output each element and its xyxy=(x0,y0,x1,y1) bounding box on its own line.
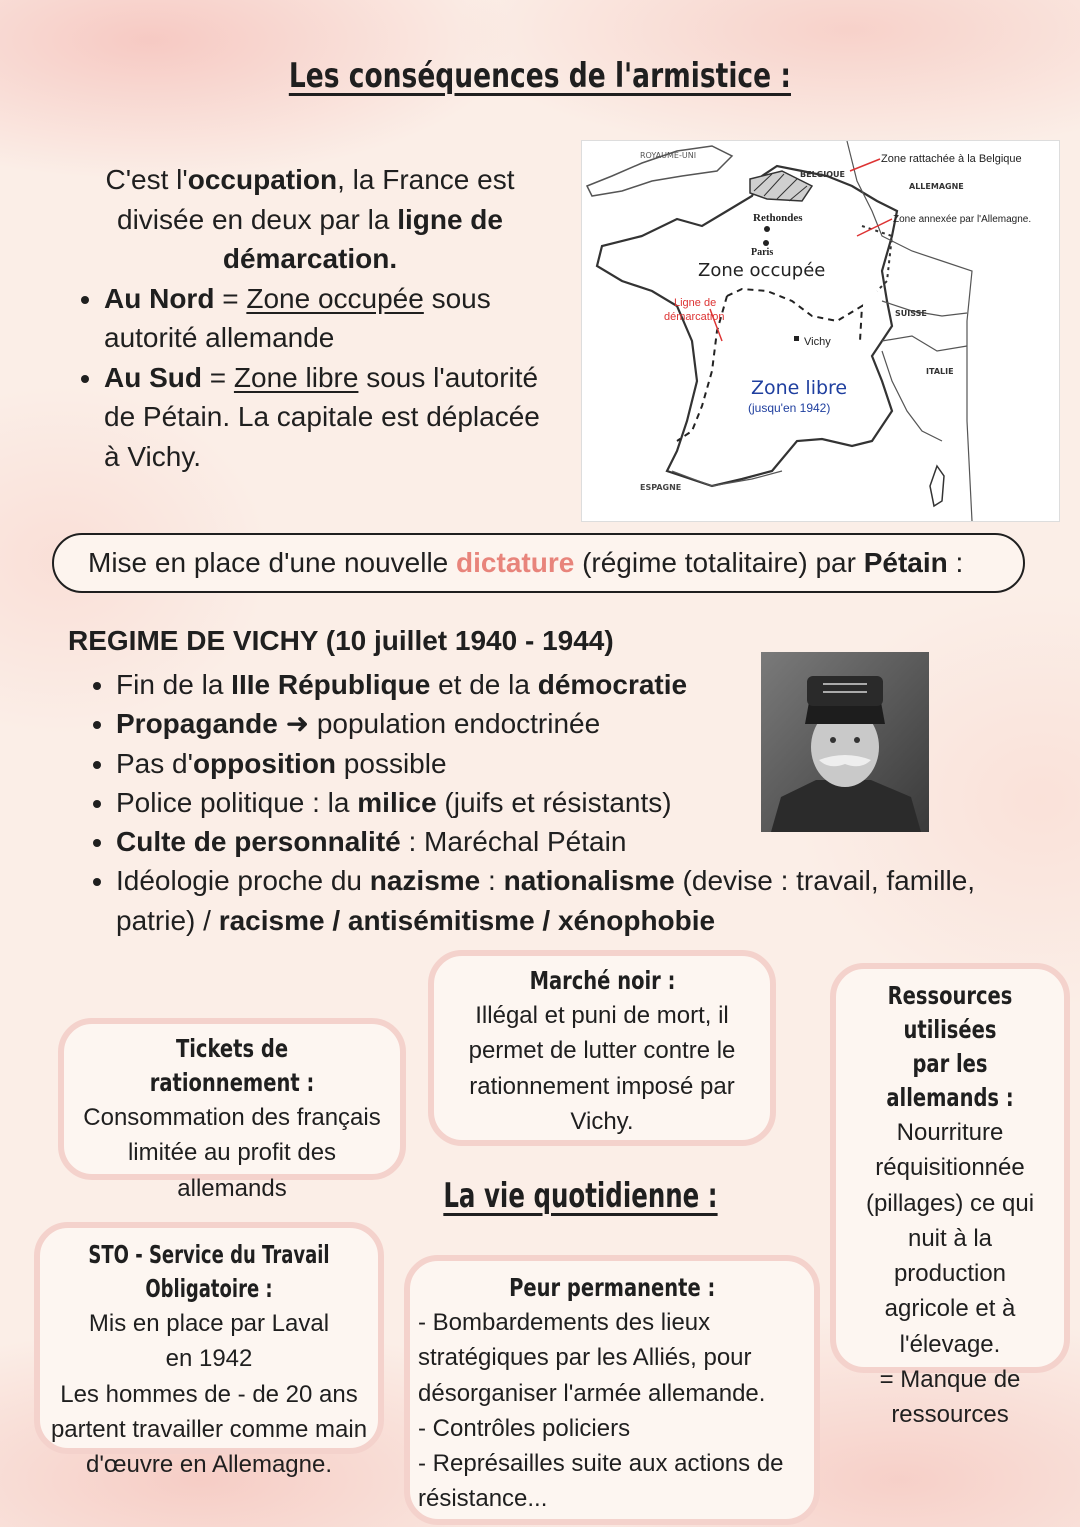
peur-heading: Peur permanente : xyxy=(508,1273,716,1302)
map-label-zone-occupee: Zone occupée xyxy=(698,260,826,281)
list-item-south: • Au Sud = Zone libre sous l'autorité de Pétain. La capitale est déplacée à Vichy. xyxy=(104,358,560,477)
sto-body-2: Les hommes de - de 20 ans partent travailler comme main d'œuvre en Allemagne. xyxy=(50,1380,368,1479)
map-label-vichy: Vichy xyxy=(804,336,831,348)
map-label-ligne: Ligne de xyxy=(674,297,717,309)
list-item: • Culte de personnalité : Maréchal Pétain xyxy=(116,822,1040,861)
peur-line-2: - Contrôles policiers xyxy=(418,1414,631,1442)
map-label-jusquen: (jusqu'en 1942) xyxy=(748,401,831,415)
peur-line-1: - Bombardements des lieux stratégiques par les Alliés, pour désorganiser l'armée allemande. xyxy=(418,1309,766,1407)
map-label-zone-rattachee: Zone rattachée à la Belgique xyxy=(881,153,1022,165)
map-label-suisse: SUISSE xyxy=(895,309,927,318)
tickets-heading: Tickets de rationnement : xyxy=(149,1034,315,1097)
list-item: • Fin de la IIIe République et de la démocratie xyxy=(116,665,1040,704)
vie-quotidienne-title: La vie quotidienne : xyxy=(442,1176,718,1216)
list-item: • Propagande ➜ population endoctrinée xyxy=(116,704,1040,743)
map-label-rethondes: Rethondes xyxy=(753,212,803,224)
france-map xyxy=(581,140,1060,522)
ressources-body: Nourriture réquisitionnée (pillages) ce qui nuit à la production agricole et à l'élevage. xyxy=(865,1119,1035,1358)
map-label-italie: ITALIE xyxy=(926,367,954,376)
list-item: • Police politique : la milice (juifs et résistants) xyxy=(116,783,1040,822)
tickets-card xyxy=(58,1018,406,1202)
map-label-espagne: ESPAGNE xyxy=(640,483,682,492)
map-label-paris: Paris xyxy=(751,247,774,258)
petain-portrait xyxy=(761,652,929,832)
map-label-allemagne: ALLEMAGNE xyxy=(909,182,964,191)
sto-body-1: Mis en place par Laval en 1942 xyxy=(88,1310,330,1373)
ressources-heading-1: Ressources utilisées xyxy=(887,981,1013,1044)
map-label-belgique: BELGIQUE xyxy=(800,170,845,179)
ressources-result: = Manque de ressources xyxy=(879,1366,1021,1429)
ressources-card xyxy=(830,963,1070,1429)
sto-heading: STO - Service du Travail Obligatoire : xyxy=(88,1240,330,1303)
map-graphic xyxy=(582,141,1059,521)
peur-permanente-card xyxy=(404,1255,820,1525)
map-label-royaume-uni: ROYAUME-UNI xyxy=(640,151,697,160)
marche-noir-body: Illégal et puni de mort, il permet de lutter contre le rationnement imposé par Vichy. xyxy=(468,1002,736,1135)
list-item: • Idéologie proche du nazisme : nationalisme (devise : travail, famille, patrie) / racisme / antisémitisme / xénophobie xyxy=(116,861,1040,940)
tickets-body: Consommation des français limitée au profit des allemands xyxy=(83,1104,381,1202)
peur-line-3: - Représailles suite aux actions de résistance... xyxy=(418,1450,784,1513)
map-label-zone-libre: Zone libre xyxy=(751,377,848,399)
ressources-heading-2: par les allemands : xyxy=(886,1049,1014,1112)
intro-text xyxy=(60,160,560,476)
marche-noir-card xyxy=(428,950,776,1146)
intro-list xyxy=(60,279,560,477)
list-item-north: • Au Nord = Zone occupée sous autorité allemande xyxy=(104,279,560,358)
page-title: Les conséquences de l'armistice : xyxy=(288,56,792,96)
list-item: • Pas d'opposition possible xyxy=(116,744,1040,783)
marche-noir-heading: Marché noir : xyxy=(529,966,675,995)
map-label-zone-annexee: Zone annexée par l'Allemagne. xyxy=(893,214,1032,225)
intro-paragraph: C'est l'occupation, la France est divisée en deux par la ligne de démarcation. xyxy=(105,164,515,274)
sto-card xyxy=(34,1222,384,1479)
regime-heading: REGIME DE VICHY (10 juillet 1940 - 1944) xyxy=(68,625,614,656)
dictature-banner: Mise en place d'une nouvelle dictature (régime totalitaire) par Pétain : xyxy=(52,533,1025,593)
map-label-demarcation: démarcation xyxy=(664,311,725,323)
